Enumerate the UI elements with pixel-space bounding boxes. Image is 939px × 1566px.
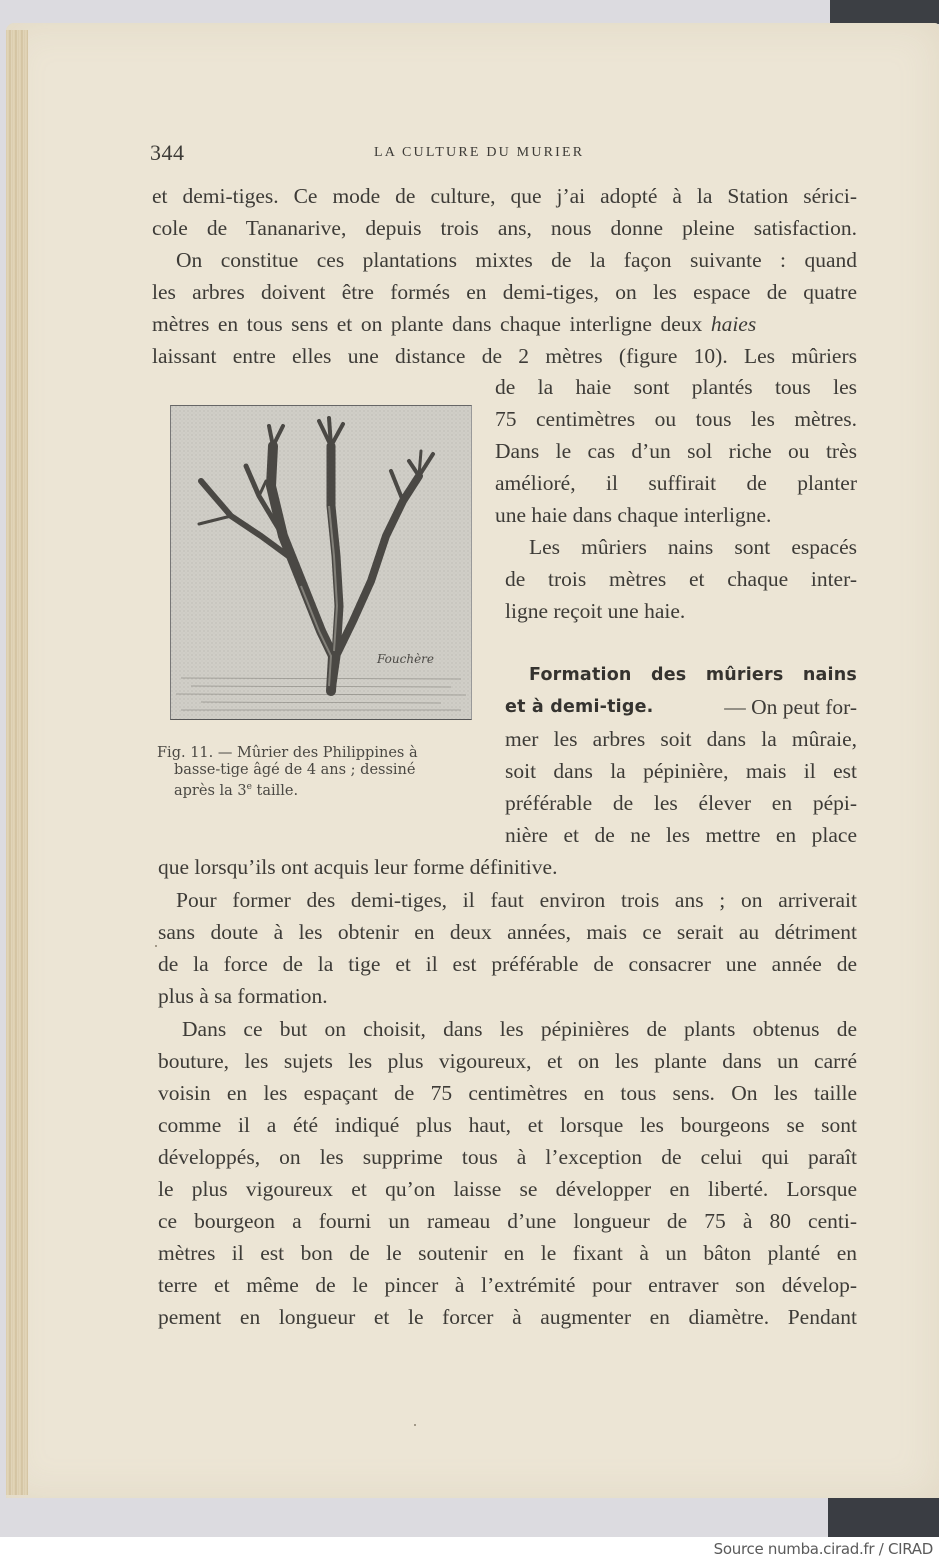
italic-term: haies xyxy=(710,312,757,336)
text-line xyxy=(505,694,857,720)
scan-dark-edge-top xyxy=(830,0,939,24)
text-line: terre et même de le pincer à l’extrémité pour entraver son dévelop- xyxy=(158,1273,857,1297)
paper-speck xyxy=(155,945,157,947)
text-line: préférable de les élever en pépi- xyxy=(505,791,857,815)
scan-dark-edge-bottom xyxy=(828,1496,939,1537)
figure-illustration xyxy=(170,405,472,720)
text-line: Les mûriers nains sont espacés xyxy=(529,535,857,559)
text-line: bouture, les sujets les plus vigoureux, et on les plante dans un carré xyxy=(158,1049,857,1073)
text-line: mètres il est bon de le soutenir en le fixant à un bâton planté en xyxy=(158,1241,857,1265)
section-heading-cont: et à demi-tige. xyxy=(505,697,654,717)
text-line: Dans ce but on choisit, dans les pépinières de plants obtenus de xyxy=(182,1017,857,1041)
text-line: ligne reçoit une haie. xyxy=(505,599,686,623)
caption-superscript: e xyxy=(246,782,252,792)
text-line: et demi-tiges. Ce mode de culture, que j’ai adopté à la Station sérici- xyxy=(152,184,857,208)
text-line: laissant entre elles une distance de 2 mètres (figure 10). Les mûriers xyxy=(152,344,857,368)
text-run: mètres en tous sens et on plante dans chaque interligne deux xyxy=(152,312,711,336)
text-line: amélioré, il suffirait de planter xyxy=(495,471,857,495)
figure-caption-line: basse-tige âgé de 4 ans ; dessiné xyxy=(174,762,416,778)
text-line: de la force de la tige et il est préférable de consacrer une année de xyxy=(158,952,857,976)
text-line: de trois mètres et chaque inter- xyxy=(505,567,857,591)
text-line: nière et de ne les mettre en place xyxy=(505,823,857,847)
text-line: Dans le cas d’un sol riche ou très xyxy=(495,439,857,463)
text-line xyxy=(152,311,857,337)
source-credit: Source numba.cirad.fr / CIRAD xyxy=(713,1540,933,1558)
text-line: voisin en les espaçant de 75 centimètres en tous sens. On les taille xyxy=(158,1081,857,1105)
text-run: — On peut for- xyxy=(724,695,857,719)
page-stack-edge xyxy=(6,30,28,1495)
text-line: sans doute à les obtenir en deux années, mais ce serait au détriment xyxy=(158,920,857,944)
text-line: les arbres doivent être formés en demi-tiges, on les espace de quatre xyxy=(152,280,857,304)
section-heading: Formation des mûriers nains xyxy=(529,665,857,685)
running-title: LA CULTURE DU MURIER xyxy=(374,145,585,160)
text-line: Pour former des demi-tiges, il faut environ trois ans ; on arriverait xyxy=(176,888,857,912)
text-line: mer les arbres soit dans la mûraie, xyxy=(505,727,857,751)
running-head xyxy=(150,140,870,164)
text-line: cole de Tananarive, depuis trois ans, nous donne pleine satisfaction. xyxy=(152,216,857,240)
figure-caption-line xyxy=(174,779,298,800)
text-line: développés, on les supprime tous à l’exception de celui qui paraît xyxy=(158,1145,857,1169)
text-line: pement en longueur et le forcer à augmenter en diamètre. Pendant xyxy=(158,1305,857,1329)
caption-text: après la 3 xyxy=(174,782,247,799)
paper-speck xyxy=(414,1424,416,1426)
artist-signature: Fouchère xyxy=(377,652,435,666)
text-line: de la haie sont plantés tous les xyxy=(495,375,857,399)
text-line: que lorsqu’ils ont acquis leur forme définitive. xyxy=(158,855,558,879)
source-bar xyxy=(0,1537,939,1566)
text-line: 75 centimètres ou tous les mètres. xyxy=(495,407,857,431)
text-line: le plus vigoureux et qu’on laisse se développer en liberté. Lorsque xyxy=(158,1177,857,1201)
text-line: soit dans la pépinière, mais il est xyxy=(505,759,857,783)
text-line: comme il a été indiqué plus haut, et lorsque les bourgeons se sont xyxy=(158,1113,857,1137)
text-line: On constitue ces plantations mixtes de la façon suivante : quand xyxy=(176,248,857,272)
page-number: 344 xyxy=(150,140,185,165)
caption-text: taille. xyxy=(251,782,299,799)
figure-caption-line: Fig. 11. — Mûrier des Philippines à xyxy=(157,745,418,761)
text-line: plus à sa formation. xyxy=(158,984,328,1008)
text-line: une haie dans chaque interligne. xyxy=(495,503,772,527)
tree-illustration-icon xyxy=(171,406,471,719)
text-line: ce bourgeon a fourni un rameau d’une longueur de 75 à 80 centi- xyxy=(158,1209,857,1233)
